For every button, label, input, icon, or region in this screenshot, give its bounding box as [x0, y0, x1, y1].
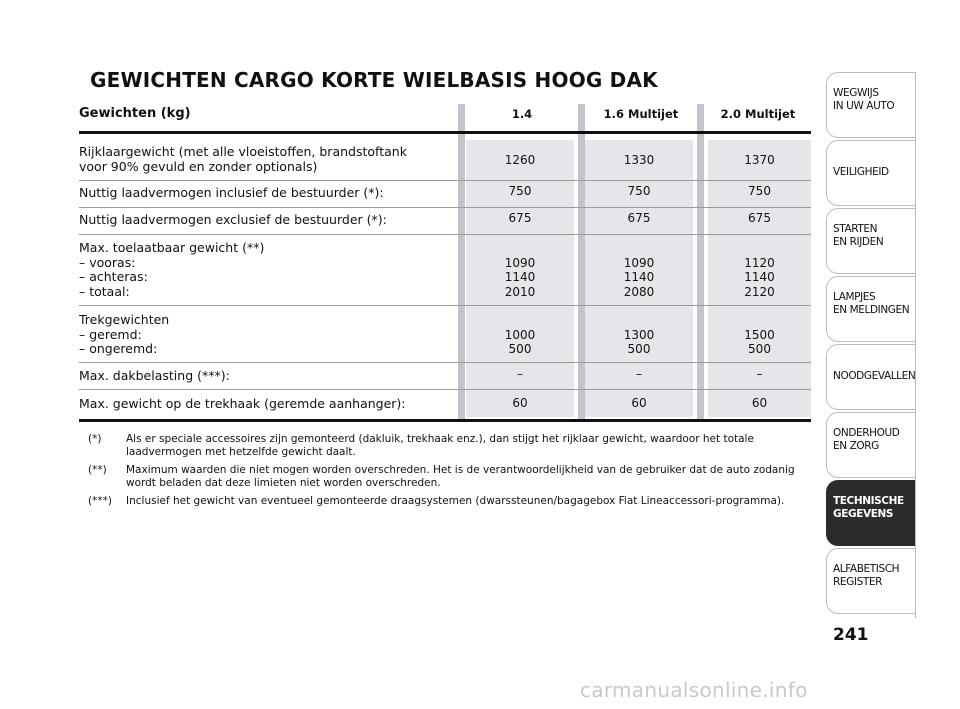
table-cell: 1330	[623, 153, 655, 167]
table-cell: 1090 1140 2010	[504, 255, 536, 299]
table-cell: 675	[627, 211, 651, 225]
table-cell: 60	[631, 396, 647, 410]
row-label-max-dakbelasting: Max. dakbelasting (***):	[79, 368, 230, 383]
row-label-max-toelaatbaar-gewicht: Max. toelaatbaar gewicht (**) – vooras: – achteras: – totaal:	[79, 240, 265, 299]
table-cell: 1260	[504, 153, 536, 167]
table-cell: 675	[508, 211, 532, 225]
column-separator	[458, 104, 465, 420]
table-cell: 1300 500	[623, 327, 655, 356]
table-cell: 1370	[744, 153, 775, 167]
tab-technische-gegevens[interactable]: TECHNISCHE GEGEVENS	[826, 480, 915, 546]
column-header-2-0-multijet: 2.0 Multijet	[720, 107, 796, 121]
table-cell: 60	[512, 396, 528, 410]
footnote-text: Inclusief het gewicht van eventueel gemonteerde draagsystemen (dwarssteunen/bagagebox Fiat Lineaccessori-programma).	[126, 495, 785, 507]
footnote-3	[88, 495, 813, 508]
footnote-text: Als er speciale accessoires zijn gemonteerd (dakluik, trekhaak enz.), dan stijgt het rijklaar gewicht, waardoor het totale laadvermogen met hetzelfde gewicht daalt.	[126, 433, 754, 458]
row-divider	[79, 207, 811, 208]
page-title: GEWICHTEN CARGO KORTE WIELBASIS HOOG DAK	[90, 68, 658, 92]
table-cell: 1120 1140 2120	[744, 255, 775, 299]
sidebar-rail	[915, 72, 916, 618]
tab-alfabetisch-register[interactable]: ALFABETISCH REGISTER	[826, 548, 915, 614]
table-cell: –	[636, 367, 642, 381]
table-cell: 60	[751, 396, 768, 410]
row-label-max-gewicht-trekhaak: Max. gewicht op de trekhaak (geremde aanhanger):	[79, 396, 406, 411]
footnote-mark: (***)	[88, 495, 112, 507]
page-number: 241	[833, 625, 869, 645]
row-divider	[79, 305, 811, 306]
table-cell: –	[756, 367, 763, 381]
footnote-1	[88, 433, 813, 458]
column-header-1-6-multijet: 1.6 Multijet	[603, 107, 679, 121]
table-bottom-rule	[79, 419, 811, 422]
row-divider	[79, 234, 811, 235]
column-separator	[697, 104, 704, 420]
table-cell: 750	[627, 184, 651, 198]
table-cell: 1000 500	[504, 327, 536, 356]
row-divider	[79, 362, 811, 363]
tab-wegwijs-in-uw-auto[interactable]: WEGWIJS IN UW AUTO	[826, 72, 915, 138]
footnote-mark: (**)	[88, 464, 107, 476]
watermark: carmanualsonline.info	[580, 678, 808, 702]
footnote-mark: (*)	[88, 433, 102, 445]
table-cell: 1500 500	[744, 327, 775, 356]
table-cell: 675	[748, 211, 771, 225]
tab-veiligheid[interactable]: VEILIGHEID	[826, 140, 915, 206]
tab-lampjes-en-meldingen[interactable]: LAMPJES EN MELDINGEN	[826, 276, 915, 342]
table-header-rule	[79, 131, 811, 134]
tab-starten-en-rijden[interactable]: STARTEN EN RIJDEN	[826, 208, 915, 274]
row-divider	[79, 180, 811, 181]
table-cell: 1090 1140 2080	[623, 255, 655, 299]
row-label-laadvermogen-excl: Nuttig laadvermogen exclusief de bestuurder (*):	[79, 212, 387, 227]
row-divider	[79, 389, 811, 390]
tab-onderhoud-en-zorg[interactable]: ONDERHOUD EN ZORG	[826, 412, 915, 478]
row-label-trekgewichten: Trekgewichten – geremd: – ongeremd:	[79, 312, 170, 356]
column-separator	[578, 104, 585, 420]
row-label-laadvermogen-incl: Nuttig laadvermogen inclusief de bestuurder (*):	[79, 185, 384, 200]
table-cell: –	[517, 367, 523, 381]
table-cell: 750	[508, 184, 532, 198]
row-label-rijklaargewicht: Rijklaargewicht (met alle vloeistoffen, brandstoftank voor 90% gevuld en zonder optionals)	[79, 144, 407, 174]
footnote-2	[88, 464, 813, 489]
tab-noodgevallen[interactable]: NOODGEVALLEN	[826, 344, 915, 410]
column-header-1-4: 1.4	[511, 107, 533, 121]
footnote-text: Maximum waarden die niet mogen worden overschreden. Het is de verantwoordelijkheid van de gebruiker dat de auto zodanig wordt beladen dat deze limieten niet worden overschreden.	[126, 464, 795, 489]
table-header-label: Gewichten (kg)	[79, 106, 191, 121]
table-cell: 750	[748, 184, 771, 198]
